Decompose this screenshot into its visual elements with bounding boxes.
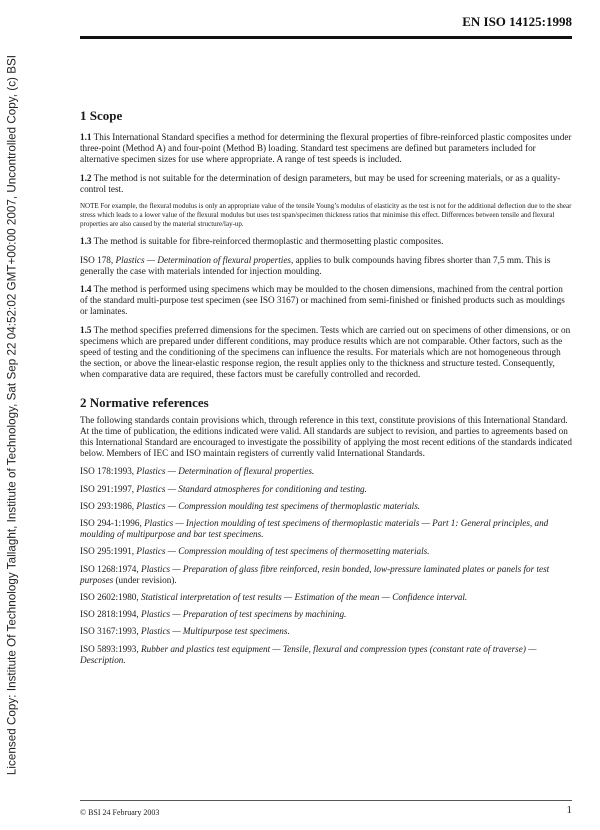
clause-text: The method is not suitable for the determination of design parameters, but may be used for screening materials, or as a quality-control test.	[80, 172, 561, 194]
ref-code: ISO 295:1991,	[80, 546, 137, 557]
clause-number: 1.5	[80, 324, 92, 335]
ref-code: ISO 2818:1994,	[80, 609, 141, 620]
reference-item	[80, 466, 572, 477]
reference-item	[80, 609, 572, 620]
page-number: 1	[566, 804, 572, 816]
footer-rule	[80, 800, 572, 801]
ref-title: Plastics — Determination of flexural properties.	[136, 466, 315, 477]
ref-title: Plastics — Preparation of test specimens by machining.	[141, 609, 347, 620]
clause-text: This International Standard specifies a method for determining the flexural properties of fibre-reinforced plastic composites under three-point (Method A) and four-point (Method B) loading. Standard test specimens are defined but parameters included for alternative specimen sizes for use where appropriate. A range of test speeds is included.	[80, 132, 572, 165]
iso-178-paragraph	[80, 255, 572, 277]
ref-tail: (under revision).	[113, 574, 177, 585]
ref-title: Plastics — Compression moulding of test specimens of thermosetting materials.	[136, 546, 430, 557]
clause-1-1	[80, 132, 572, 166]
ref-code: ISO 178:1993,	[80, 466, 137, 477]
ref-code: ISO 178,	[80, 254, 116, 265]
scope-heading: 1 Scope	[80, 108, 123, 123]
clause-number: 1.3	[80, 236, 92, 247]
ref-title: Plastics — Compression moulding test specimens of thermoplastic materials.	[136, 500, 421, 511]
clause-number: 1.1	[80, 132, 92, 142]
side-watermark	[4, 0, 20, 830]
note: NOTE For example, the flexural modulus is only an appropriate value of the tensile Young’s modulus of elasticity as the test is not for the additional deflection due to the shear stress which leads to a lower value of the flexural modulus but uses test span/specimen thickness ratios that minimise this effect. Differences between tensile and flexural properties are also caused by the material structure/lay-up.	[80, 202, 572, 228]
ref-code: ISO 293:1986,	[80, 500, 137, 511]
ref-code: ISO 294-1:1996,	[80, 518, 145, 529]
ref-code: ISO 3167:1993,	[80, 626, 141, 637]
watermark-text: Licensed Copy: Institute Of Technology Tallaght, Institute of Technology, Sat Sep 22 04:52:02 GMT+00:00 2007, Uncontrolled Copy, (c) BSI	[5, 54, 19, 776]
document-id: EN ISO 14125:1998	[462, 14, 572, 29]
page-body	[80, 108, 572, 672]
ref-code: ISO 2602:1980,	[80, 592, 141, 603]
ref-code: ISO 291:1997,	[80, 483, 137, 494]
clause-1-4	[80, 284, 572, 318]
clause-1-2	[80, 173, 572, 195]
reference-item	[80, 484, 572, 495]
clause-1-5	[80, 325, 572, 381]
ref-title: Plastics — Multipurpose test specimens.	[141, 626, 290, 637]
reference-item	[80, 564, 572, 586]
ref-title: Plastics — Preparation of glass fibre reinforced, resin bonded, low-pressure laminated plates or panels for test purposes	[80, 563, 550, 585]
reference-item	[80, 518, 572, 540]
ref-code: ISO 5893:1993,	[80, 643, 141, 654]
clause-text: The method specifies preferred dimensions for the specimen. Tests which are carried out on specimens of other dimensions, or on specimens which are prepared under different conditions, may produce results which are not comparable. Other factors, such as the speed of testing and the conditioning of the specimens can influence the results. For materials which are not homogeneous through the section, or above the linear-elastic response region, the result applies only to the thickness and structure tested. Consequently, when comparative data are required, these factors must be carefully controlled and recorded.	[80, 324, 571, 380]
reference-item	[80, 644, 572, 666]
normative-intro: The following standards contain provisions which, through reference in this text, constitute provisions of this International Standard. At the time of publication, the editions indicated were valid. All standards are subject to revision, and parties to agreements based on this International Standard are encouraged to investigate the possibility of applying the most recent editions of the standards indicated below. Members of IEC and ISO maintain registers of currently valid International Standards.	[80, 414, 572, 459]
clause-1-3	[80, 236, 572, 247]
clause-number: 1.2	[80, 172, 92, 183]
clause-number: 1.4	[80, 284, 92, 295]
normative-references-heading: 2 Normative references	[80, 394, 209, 410]
ref-text: , applies to bulk compounds having fibres shorter than 7,5 mm. This is generally the case with materials intended for injection moulding.	[80, 254, 551, 276]
clause-text: The method is suitable for fibre-reinforced thermoplastic and thermosetting plastic composites.	[91, 236, 444, 247]
reference-item	[80, 546, 572, 557]
ref-title: Statistical interpretation of test results — Estimation of the mean — Confidence interval.	[141, 592, 468, 603]
ref-title: Rubber and plastics test equipment — Tensile, flexural and compression types (constant rate of traverse) — Description.	[80, 643, 537, 665]
ref-title: Plastics — Determination of flexural properties	[115, 254, 291, 265]
ref-code: ISO 1268:1974,	[80, 563, 141, 574]
reference-item	[80, 592, 572, 603]
clause-text: The method is performed using specimens which may be moulded to the chosen dimensions, machined from the central portion of the standard multi-purpose test specimen (see ISO 3167) or machined from semi-finished or finished products such as mouldings or laminates.	[80, 284, 565, 317]
reference-item	[80, 626, 572, 637]
ref-title: Plastics — Standard atmospheres for conditioning and testing.	[136, 483, 367, 494]
copyright-line: © BSI 24 February 2003	[80, 808, 160, 817]
reference-item	[80, 501, 572, 512]
ref-title: Plastics — Injection moulding of test specimens of thermoplastic materials — Part 1: General principles, and moulding of multipurpose and bar test specimens.	[80, 518, 549, 540]
header-rule	[80, 36, 572, 39]
